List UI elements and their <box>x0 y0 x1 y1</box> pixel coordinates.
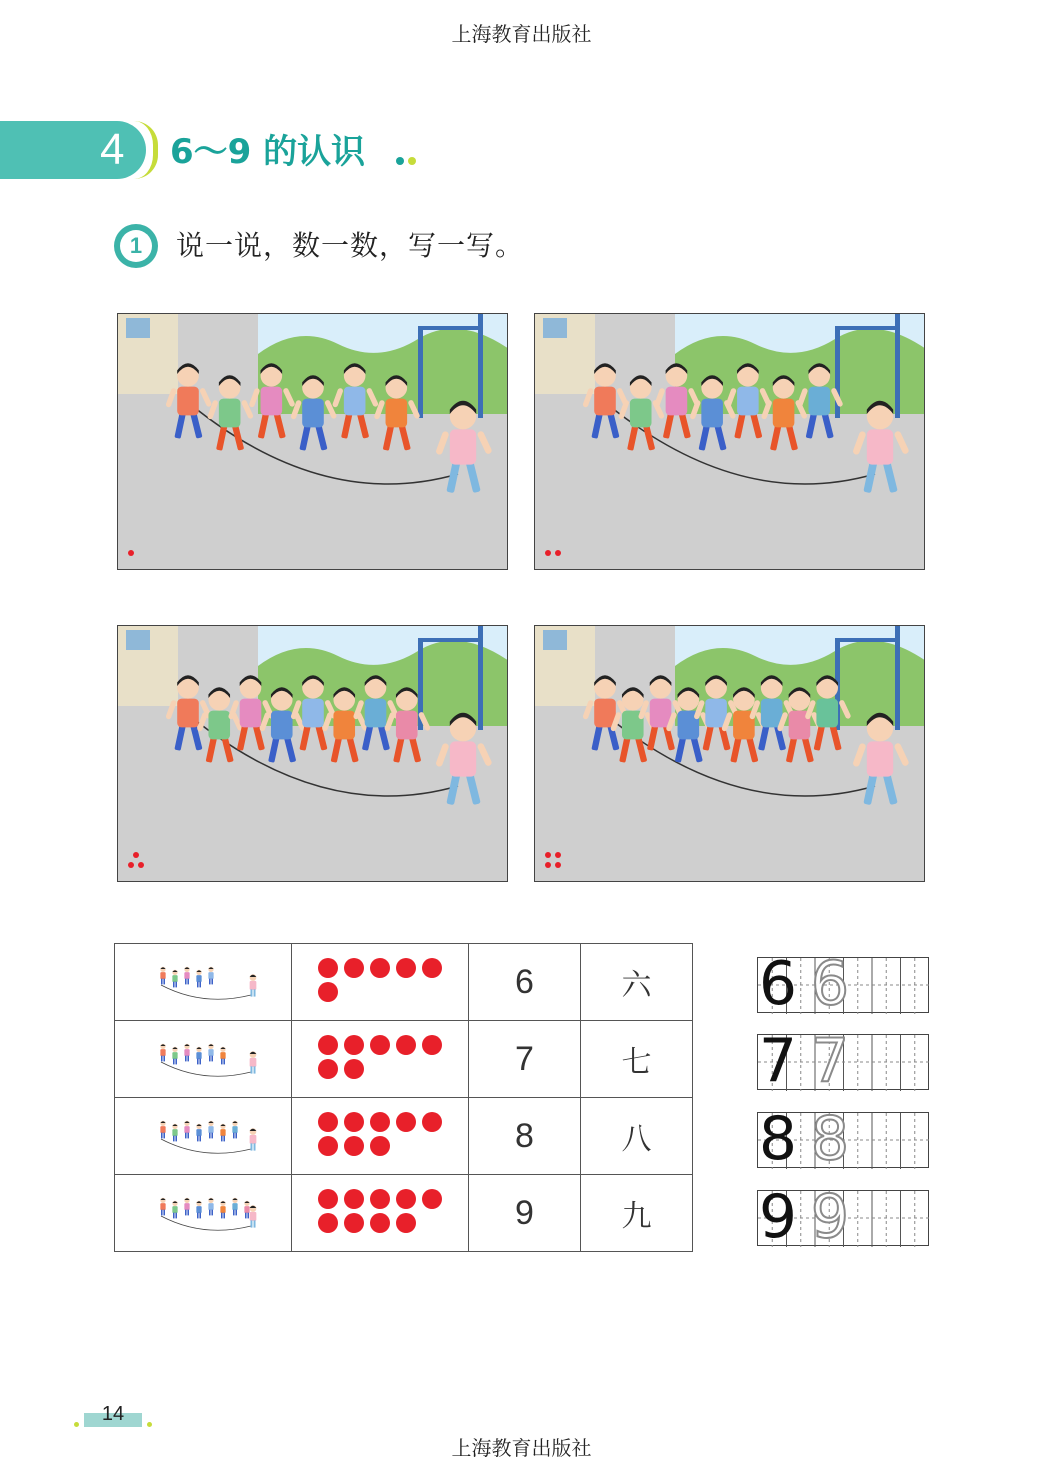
mini-scene-cell <box>115 1175 292 1252</box>
trace-digit: 9 <box>810 1182 850 1252</box>
jump-rope-scene-4 <box>534 625 925 882</box>
count-dot <box>318 1213 338 1233</box>
count-dot <box>318 982 338 1002</box>
dot-count-cell <box>292 1021 469 1098</box>
scene-count-dot <box>545 550 551 556</box>
title-dots-decoration <box>396 150 420 169</box>
count-dot <box>318 958 338 978</box>
count-dot <box>396 1213 416 1233</box>
mini-scene-cell <box>115 944 292 1021</box>
exercise-number: 1 <box>120 230 152 262</box>
count-dot <box>318 1189 338 1209</box>
count-dot <box>344 1136 364 1156</box>
scene-count-dot <box>128 862 134 868</box>
dot-count-cell <box>292 1098 469 1175</box>
count-dot <box>370 1189 390 1209</box>
counting-table <box>114 943 693 1252</box>
jump-rope-scene-2 <box>534 313 925 570</box>
model-digit: 6 <box>758 949 798 1019</box>
model-digit: 9 <box>758 1182 798 1252</box>
table-row <box>115 1175 693 1252</box>
jump-rope-scene-3 <box>117 625 508 882</box>
count-dot <box>396 1035 416 1055</box>
section-number: 4 <box>100 125 125 174</box>
numeral-cell: 8 <box>469 1098 581 1175</box>
scene-count-dot <box>555 550 561 556</box>
jump-rope-scene-1 <box>117 313 508 570</box>
chinese-numeral-cell: 八 <box>581 1098 693 1175</box>
dot-count-cell <box>292 944 469 1021</box>
publisher-footer: 上海教育出版社 <box>451 1436 592 1460</box>
scene-count-dot <box>128 550 134 556</box>
count-dot <box>344 1059 364 1079</box>
chinese-numeral-cell: 七 <box>581 1021 693 1098</box>
count-dot <box>318 1136 338 1156</box>
dot-count-cell <box>292 1175 469 1252</box>
writing-grid[interactable] <box>757 949 929 1019</box>
count-dot <box>344 1213 364 1233</box>
section-arc-decoration <box>134 121 158 179</box>
trace-digit: 8 <box>810 1104 850 1174</box>
scene-count-dot <box>555 862 561 868</box>
count-dot <box>422 1035 442 1055</box>
model-digit: 8 <box>758 1104 798 1174</box>
mini-scene-illustration <box>133 1032 273 1082</box>
count-dot <box>370 958 390 978</box>
count-dot <box>344 1035 364 1055</box>
count-dot <box>422 1112 442 1132</box>
table-row <box>115 944 693 1021</box>
page-dot-right <box>147 1422 152 1427</box>
mini-scene-illustration <box>133 1186 273 1236</box>
page-dot-left <box>74 1422 79 1427</box>
page-number-badge <box>84 1403 142 1427</box>
scene-count-dot <box>138 862 144 868</box>
numeral-cell: 7 <box>469 1021 581 1098</box>
count-dot <box>422 958 442 978</box>
scene-count-dot <box>133 852 139 858</box>
mini-scene-cell <box>115 1098 292 1175</box>
count-dot <box>344 1112 364 1132</box>
table-row <box>115 1098 693 1175</box>
count-dot <box>396 1189 416 1209</box>
scene-count-dot <box>545 862 551 868</box>
mini-scene-illustration <box>133 1109 273 1159</box>
count-dot <box>318 1059 338 1079</box>
mini-scene-cell <box>115 1021 292 1098</box>
writing-grid[interactable] <box>757 1026 929 1096</box>
count-dot <box>370 1136 390 1156</box>
writing-grid[interactable] <box>757 1104 929 1174</box>
count-dot <box>396 1112 416 1132</box>
numeral-cell: 9 <box>469 1175 581 1252</box>
count-dot <box>318 1112 338 1132</box>
numeral-cell: 6 <box>469 944 581 1021</box>
scene-count-dot <box>555 852 561 858</box>
count-dot <box>344 958 364 978</box>
mini-scene-illustration <box>133 955 273 1005</box>
trace-digit: 7 <box>810 1026 850 1096</box>
publisher-header: 上海教育出版社 <box>451 22 592 46</box>
count-dot <box>396 958 416 978</box>
count-dot <box>344 1189 364 1209</box>
count-dot <box>370 1112 390 1132</box>
writing-grid[interactable] <box>757 1182 929 1252</box>
chinese-numeral-cell: 六 <box>581 944 693 1021</box>
trace-digit: 6 <box>810 949 850 1019</box>
count-dot <box>370 1213 390 1233</box>
count-dot <box>422 1189 442 1209</box>
count-dot <box>318 1035 338 1055</box>
chinese-numeral-cell: 九 <box>581 1175 693 1252</box>
count-dot <box>370 1035 390 1055</box>
exercise-instruction: 说一说，数一数，写一写。 <box>176 229 525 262</box>
table-row <box>115 1021 693 1098</box>
page-number: 14 <box>101 1403 125 1425</box>
section-title: 6～9 的认识 <box>170 132 366 172</box>
model-digit: 7 <box>758 1026 798 1096</box>
scene-count-dot <box>545 852 551 858</box>
